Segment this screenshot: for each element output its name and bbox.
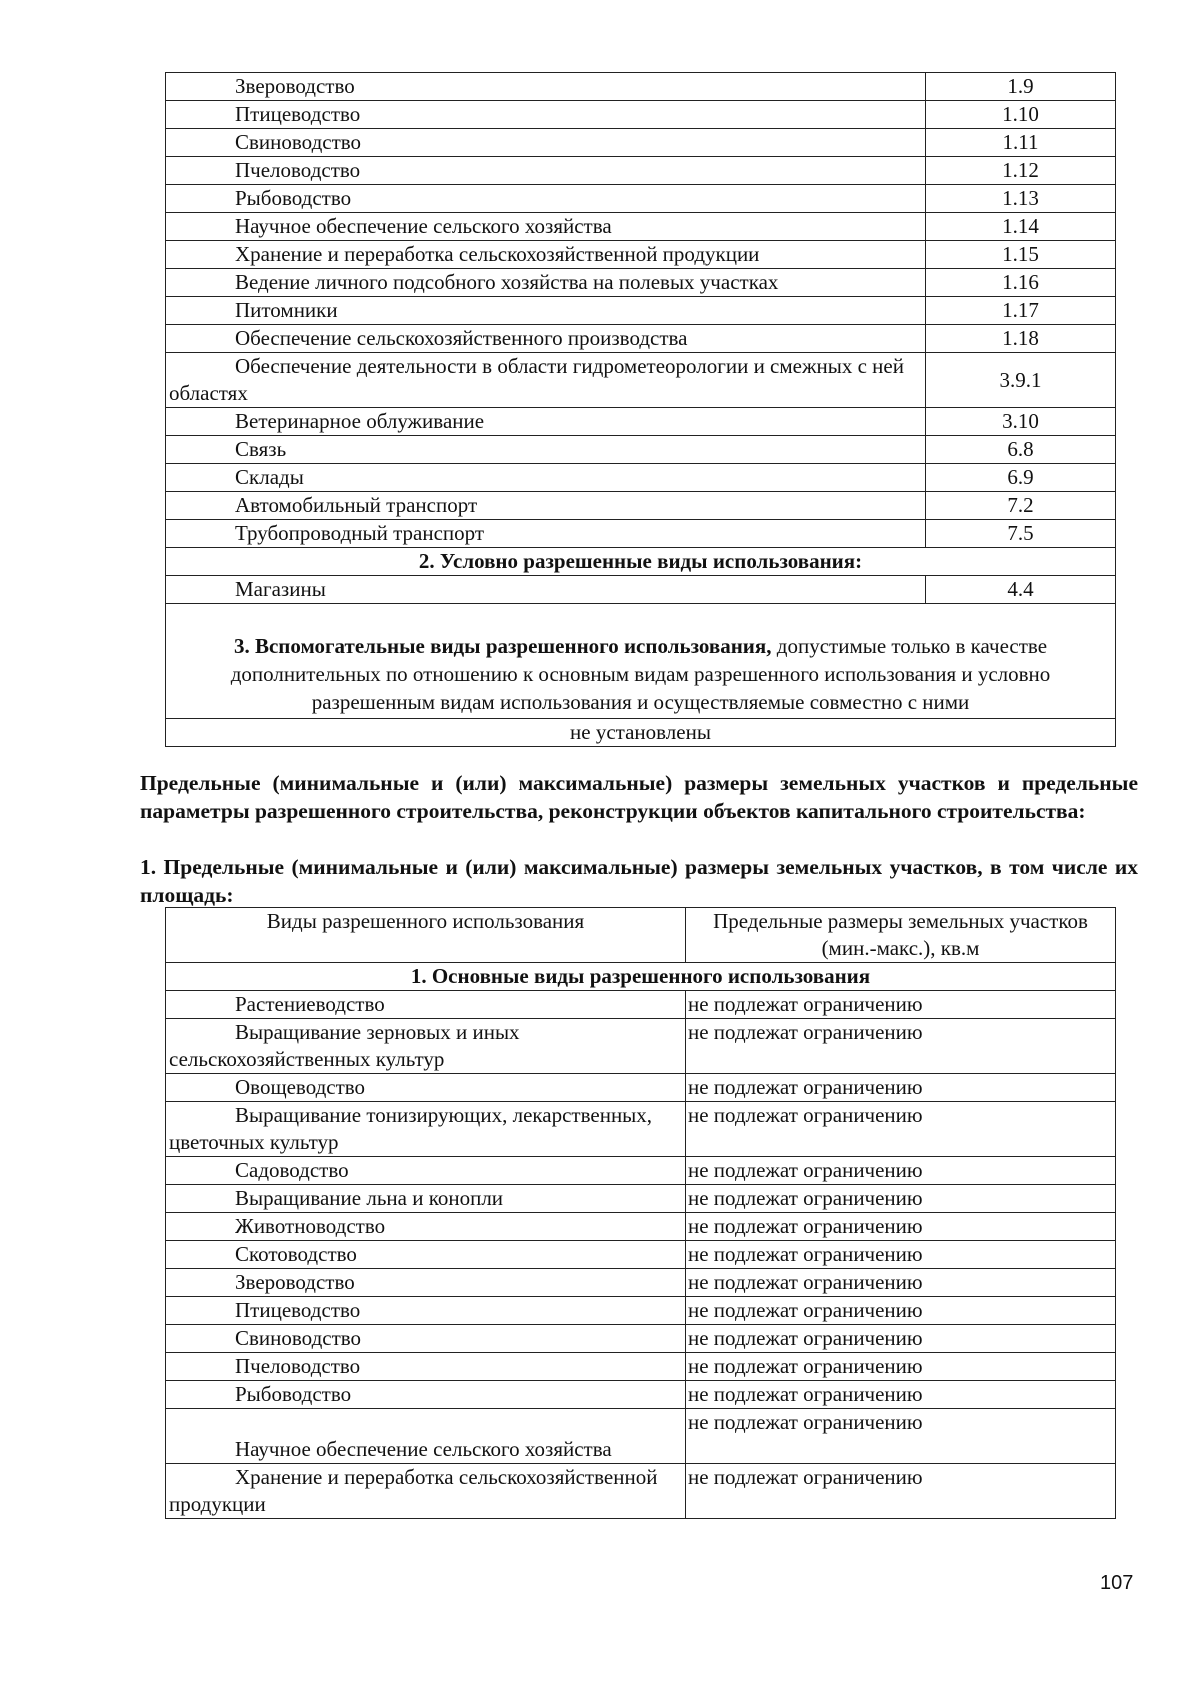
table-row — [166, 576, 1116, 604]
use-code: 1.16 — [926, 269, 1116, 297]
section-heading-row — [166, 963, 1116, 991]
table-row — [166, 241, 1116, 269]
section3-row — [166, 604, 1116, 719]
table-row — [166, 157, 1116, 185]
size-limit: не подлежат ограничению — [686, 1353, 1116, 1381]
use-name: Пчеловодство — [166, 157, 926, 185]
use-code: 6.9 — [926, 464, 1116, 492]
use-name: Свиноводство — [166, 129, 926, 157]
section3-text: допустимые только в качестве дополнительных по отношению к основным видам разрешенного использования и условно разрешенным видам использования и осуществляемые совместно с ними — [230, 634, 1051, 714]
table-row — [166, 408, 1116, 436]
permitted-uses-table — [165, 72, 1116, 747]
size-limit: не подлежат ограничению — [686, 1241, 1116, 1269]
table-row — [166, 129, 1116, 157]
table-row — [166, 464, 1116, 492]
table-row — [166, 73, 1116, 101]
use-code: 1.11 — [926, 129, 1116, 157]
section1-heading: 1. Основные виды разрешенного использования — [166, 963, 1116, 991]
table-row — [166, 353, 1116, 408]
table-row — [166, 1074, 1116, 1102]
use-code: 1.18 — [926, 325, 1116, 353]
use-name: Звероводство — [166, 1269, 686, 1297]
table-row — [166, 1241, 1116, 1269]
use-name: Скотоводство — [166, 1241, 686, 1269]
table-row — [166, 1381, 1116, 1409]
table-row — [166, 436, 1116, 464]
size-limit: не подлежат ограничению — [686, 1213, 1116, 1241]
size-limit: не подлежат ограничению — [686, 1019, 1116, 1074]
use-name: Выращивание тонизирующих, лекарственных, цветочных культур — [166, 1102, 686, 1157]
limits-heading: Предельные (минимальные и (или) максимальные) размеры земельных участков и предельные параметры разрешенного строительства, реконструкции объектов капитального строительства: — [140, 771, 1138, 823]
table-row — [166, 185, 1116, 213]
use-name: Питомники — [166, 297, 926, 325]
use-name: Ведение личного подсобного хозяйства на полевых участках — [166, 269, 926, 297]
plot-size-table — [165, 907, 1116, 1519]
use-code: 1.12 — [926, 157, 1116, 185]
table-row — [166, 991, 1116, 1019]
page-number: 107 — [1100, 1572, 1134, 1594]
use-name: Трубопроводный транспорт — [166, 520, 926, 548]
table-row — [166, 1353, 1116, 1381]
use-code: 7.2 — [926, 492, 1116, 520]
section2-heading: 2. Условно разрешенные виды использования: — [166, 548, 1116, 576]
table-header-row — [166, 908, 1116, 963]
table-row — [166, 1325, 1116, 1353]
use-name: Магазины — [166, 576, 926, 604]
size-limit: не подлежат ограничению — [686, 991, 1116, 1019]
use-name: Овощеводство — [166, 1074, 686, 1102]
table-row — [166, 1157, 1116, 1185]
use-name: Звероводство — [166, 73, 926, 101]
use-code: 1.10 — [926, 101, 1116, 129]
table-row — [166, 1464, 1116, 1519]
use-name: Хранение и переработка сельскохозяйственной продукции — [166, 241, 926, 269]
size-limit: не подлежат ограничению — [686, 1269, 1116, 1297]
use-name: Птицеводство — [166, 101, 926, 129]
use-name: Рыбоводство — [166, 1381, 686, 1409]
use-name: Птицеводство — [166, 1297, 686, 1325]
use-name: Автомобильный транспорт — [166, 492, 926, 520]
section3-value: не установлены — [166, 719, 1116, 747]
use-code: 6.8 — [926, 436, 1116, 464]
use-name: Обеспечение деятельности в области гидрометеорологии и смежных с ней областях — [166, 353, 926, 408]
table-row — [166, 492, 1116, 520]
table-row — [166, 1409, 1116, 1464]
use-name: Обеспечение сельскохозяйственного производства — [166, 325, 926, 353]
section3-description — [166, 604, 1116, 719]
size-limit: не подлежат ограничению — [686, 1297, 1116, 1325]
use-name: Ветеринарное облуживание — [166, 408, 926, 436]
size-limit: не подлежат ограничению — [686, 1074, 1116, 1102]
table-row — [166, 1019, 1116, 1074]
use-code: 1.9 — [926, 73, 1116, 101]
use-name: Склады — [166, 464, 926, 492]
plot-size-heading: 1. Предельные (минимальные и (или) максимальные) размеры земельных участков, в том числе их площадь: — [140, 855, 1138, 907]
use-code: 3.10 — [926, 408, 1116, 436]
use-code: 1.13 — [926, 185, 1116, 213]
section3-bold-title: 3. Вспомогательные виды разрешенного использования, — [233, 634, 772, 658]
use-name: Научное обеспечение сельского хозяйства — [166, 1409, 686, 1464]
use-name: Связь — [166, 436, 926, 464]
use-name: Рыбоводство — [166, 185, 926, 213]
size-limit: не подлежат ограничению — [686, 1381, 1116, 1409]
table-row — [166, 101, 1116, 129]
table-row — [166, 1185, 1116, 1213]
size-limit: не подлежат ограничению — [686, 1409, 1116, 1464]
use-code: 1.14 — [926, 213, 1116, 241]
table-row — [166, 1269, 1116, 1297]
use-name: Выращивание зерновых и иных сельскохозяйственных культур — [166, 1019, 686, 1074]
column-header-uses: Виды разрешенного использования — [166, 908, 686, 963]
use-name: Животноводство — [166, 1213, 686, 1241]
size-limit: не подлежат ограничению — [686, 1185, 1116, 1213]
table-row — [166, 269, 1116, 297]
use-name: Научное обеспечение сельского хозяйства — [166, 213, 926, 241]
size-limit: не подлежат ограничению — [686, 1464, 1116, 1519]
table-row — [166, 325, 1116, 353]
table-row — [166, 1297, 1116, 1325]
use-name: Свиноводство — [166, 1325, 686, 1353]
table-row — [166, 1102, 1116, 1157]
use-name: Пчеловодство — [166, 1353, 686, 1381]
column-header-sizes: Предельные размеры земельных участков (мин.-макс.), кв.м — [686, 908, 1116, 963]
use-code: 3.9.1 — [926, 353, 1116, 408]
size-limit: не подлежат ограничению — [686, 1157, 1116, 1185]
use-code: 7.5 — [926, 520, 1116, 548]
use-name: Выращивание льна и конопли — [166, 1185, 686, 1213]
table-row — [166, 297, 1116, 325]
section-heading-row — [166, 548, 1116, 576]
use-name: Хранение и переработка сельскохозяйственной продукции — [166, 1464, 686, 1519]
use-name: Садоводство — [166, 1157, 686, 1185]
table-row — [166, 1213, 1116, 1241]
size-limit: не подлежат ограничению — [686, 1102, 1116, 1157]
size-limit: не подлежат ограничению — [686, 1325, 1116, 1353]
table-row — [166, 520, 1116, 548]
table-row — [166, 213, 1116, 241]
use-code: 1.15 — [926, 241, 1116, 269]
use-name: Растениеводство — [166, 991, 686, 1019]
section3-value-row — [166, 719, 1116, 747]
use-code: 1.17 — [926, 297, 1116, 325]
use-code: 4.4 — [926, 576, 1116, 604]
